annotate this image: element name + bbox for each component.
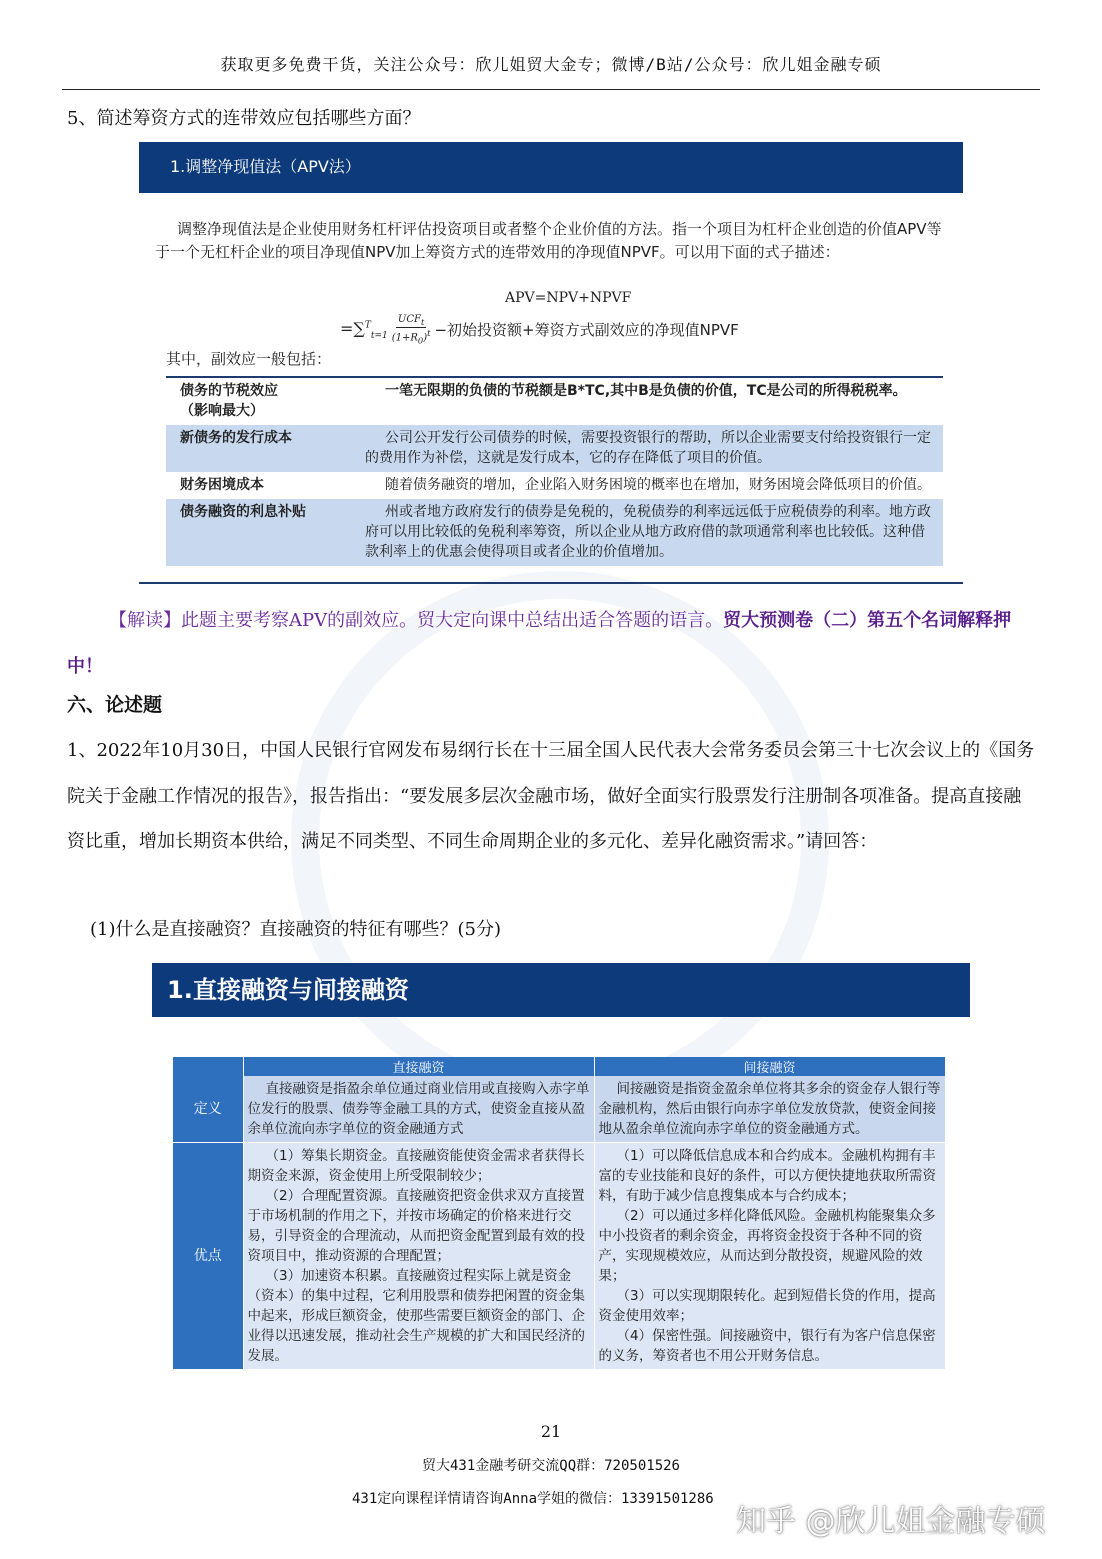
- cell-text: （4）保密性强。间接融资中，银行有为客户信息保密的义务，筹资者也不用公开财务信息。: [598, 1328, 936, 1364]
- side-effect-name: [166, 381, 365, 421]
- numerator-text: UCF: [397, 314, 421, 325]
- row-label: 优点: [173, 1143, 243, 1370]
- direct-cell: [243, 1076, 594, 1143]
- side-effect-desc: 州或者地方政府发行的债券是免税的，免税债券的利率远远低于应税债券的利率。地方政府可以用比较低的免税利率筹资，所以企业从地方政府借的款项通常利率也比较低。这种借款利率上的优惠会使得项目或者企业的价值增加。: [365, 504, 931, 560]
- denominator-sup: t: [427, 328, 431, 338]
- note-highlight: 贸大预测卷（二）第五个名词解释押中！: [67, 610, 1012, 677]
- interpretation-note: [67, 598, 1037, 690]
- cell-text: 直接融资是指盈余单位通过商业信用或直接购入赤字单位发行的股票、债券等金融工具的方式，使资金直接从盈余单位流向赤字单位的资金融通方式: [247, 1081, 590, 1137]
- apv-paragraph: [155, 218, 945, 264]
- side-effects-table: [166, 376, 943, 566]
- table-row-advantages: [173, 1143, 945, 1370]
- formula-fraction: [392, 314, 431, 345]
- zhihu-watermark: 知乎 @欣儿姐金融专硕: [736, 1504, 1046, 1539]
- apv-banner: 1.调整净现值法（APV法）: [139, 142, 963, 193]
- side-effect-row: [166, 425, 943, 472]
- side-effect-name: 债务融资的利息补贴: [180, 504, 306, 520]
- apv-formula-line2: [340, 314, 739, 345]
- financing-banner: 1.直接融资与间接融资: [152, 963, 970, 1017]
- fraction-numerator: [396, 314, 426, 328]
- cell-text: （1）可以降低信息成本和合约成本。金融机构拥有丰富的专业技能和良好的条件，可以方便快捷地获取所需资料，有助于减少信息搜集成本与合约成本；: [598, 1148, 936, 1204]
- side-effect-row: [166, 499, 943, 566]
- formula-sup: T: [364, 320, 371, 331]
- side-effect-desc: 一笔无限期的负债的节税额是B*TC,其中B是负债的价值，TC是公司的所得税税率。: [385, 383, 907, 399]
- side-effect-row: [166, 378, 943, 425]
- page-number: 21: [540, 1422, 562, 1441]
- page-header: 获取更多免费干货，关注公众号：欣儿姐贸大金专；微博/B站/公众号：欣儿姐金融专硕: [220, 55, 882, 74]
- note-text: 【解读】此题主要考察APV的副效应。贸大定向课中总结出适合答题的语言。: [109, 610, 724, 631]
- side-effect-row: [166, 472, 943, 499]
- cell-text: （3）加速资本积累。直接融资过程实际上就是资金（资本）的集中过程，它利用股票和债券把闲置的资金集中起来，形成巨额资金，使那些需要巨额资金的部门、企业得以迅速发展，推动社会生产规模的扩大和国民经济的发展。: [247, 1268, 585, 1364]
- header-rule: [62, 89, 1040, 90]
- table-row-definition: [173, 1076, 945, 1143]
- section-6-title: 六、论述题: [67, 694, 163, 716]
- cell-text: （2）可以通过多样化降低风险。金融机构能聚集众多中小投资者的剩余资金，再将资金投资于各种不同的资产，实现规模效应，从而达到分散投资，规避风险的效果；: [598, 1208, 936, 1284]
- side-effect-name: 新债务的发行成本: [180, 430, 292, 446]
- financing-comparison-table: [173, 1057, 946, 1370]
- sum-symbol: [340, 319, 388, 341]
- cell-text: （1）筹集长期资金。直接融资能使资金需求者获得长期资金来源，资金使用上所受限制较少；: [247, 1148, 585, 1184]
- side-effect-desc: 公司公开发行公司债券的时候，需要投资银行的帮助，所以企业需要支付给投资银行一定的费用作为补偿，这就是发行成本，它的存在降低了项目的价值。: [365, 430, 931, 466]
- fraction-denominator: [392, 328, 431, 345]
- apv-paragraph-text: 调整净现值法是企业使用财务杠杆评估投资项目或者整个企业价值的方法。指一个项目为杠杆企业创造的价值APV等于一个无杠杆企业的项目净现值NPV加上筹资方式的连带效用的净现值NPVF。可以用下面的式子描述：: [155, 220, 942, 261]
- essay-subquestion: (1)什么是直接融资？直接融资的特征有哪些？(5分): [90, 919, 501, 940]
- denominator-text: (1+R: [391, 332, 418, 344]
- essay-question: 1、2022年10月30日，中国人民银行官网发布易纲行长在十三届全国人民代表大会常务委员会第三十七次会议上的《国务院关于金融工作情况的报告》，报告指出：“要发展多层次金融市场，做好全面实行股票发行注册制各项准备。提高直接融资比重，增加长期资本供给，满足不同类型、不同生命周期企业的多元化、差异化融资需求。”请回答：: [67, 740, 1035, 852]
- row-label: 定义: [173, 1076, 243, 1143]
- table-header-row: [173, 1057, 945, 1076]
- footer-qq-group: 贸大431金融考研交流QQ群：720501526: [421, 1458, 680, 1474]
- side-effect-name-note: （影响最大）: [180, 403, 264, 419]
- formula-suffix: −初始投资额+筹资方式副效应的净现值NPVF: [434, 321, 739, 340]
- numerator-sub: t: [420, 317, 425, 327]
- indirect-cell: [594, 1143, 945, 1370]
- side-effect-desc: 随着债务融资的增加，企业陷入财务困境的概率也在增加，财务困境会降低项目的价值。: [385, 477, 931, 493]
- apv-box-bottom-rule: [139, 582, 963, 584]
- denominator-sub: 0: [417, 335, 424, 346]
- formula-prefix: =∑: [340, 318, 365, 338]
- denominator-end: ): [423, 332, 428, 344]
- side-effects-intro: 其中，副效应一般包括：: [166, 350, 332, 368]
- cell-text: 间接融资是指资金盈余单位将其多余的资金存人银行等金融机构，然后由银行向赤字单位发放贷款，使资金间接地从盈余单位流向赤字单位的资金融通方式。: [598, 1081, 941, 1137]
- footer-wechat: 431定向课程详情请咨询Anna学姐的微信：13391501286: [352, 1491, 714, 1507]
- direct-cell: [243, 1143, 594, 1370]
- cell-text: （2）合理配置资源。直接融资把资金供求双方直接置于市场机制的作用之下，并按市场确定的价格来进行交易，引导资金的合理流动，从而把资金配置到最有效的投资项目中，推动资源的合理配置；: [247, 1188, 585, 1264]
- question-5-title: 5、简述筹资方式的连带效应包括哪些方面？: [67, 108, 421, 129]
- apv-formula-line1: APV=NPV+NPVF: [505, 290, 632, 306]
- table-header-direct: 直接融资: [243, 1057, 594, 1076]
- side-effect-name-text: 债务的节税效应: [180, 383, 278, 399]
- table-header-indirect: 间接融资: [594, 1057, 945, 1076]
- formula-sub: t=1: [370, 330, 388, 341]
- indirect-cell: [594, 1076, 945, 1143]
- cell-text: （3）可以实现期限转化。起到短借长贷的作用，提高资金使用效率；: [598, 1288, 936, 1324]
- table-header-blank: [173, 1057, 243, 1076]
- side-effect-name: 财务困境成本: [180, 477, 264, 493]
